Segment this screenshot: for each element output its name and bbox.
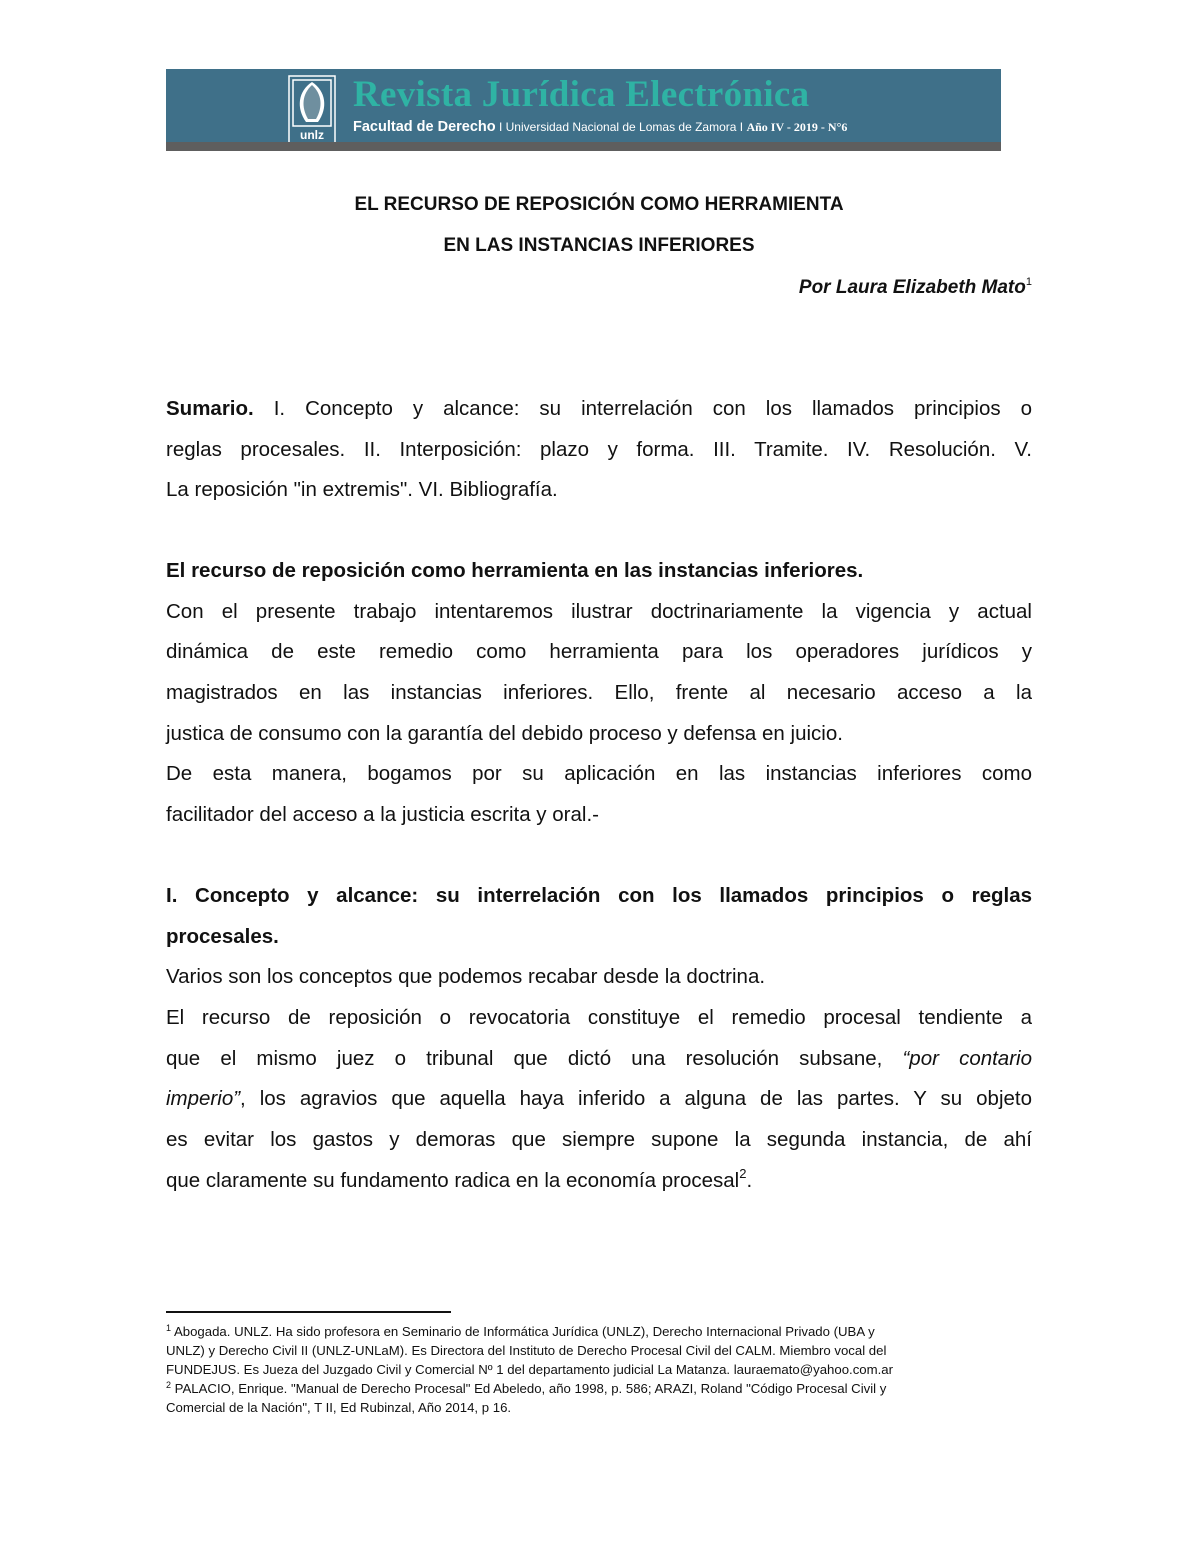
article-title-line-1: EL RECURSO DE REPOSICIÓN COMO HERRAMIENTA — [354, 194, 844, 215]
footnote-2: $^2$ PALACIO, Enrique. "Manual de Derecho Procesal" Ed Abeledo, año 1998, p. 586; ARAZI, Roland "Código Procesal Civil y — [166, 1380, 887, 1396]
separator: I — [736, 120, 747, 134]
footnote-1: $^1$ Abogada. UNLZ. Ha sido profesora en Seminario de Informática Jurídica (UNLZ), Derecho Internacional Privado (UBA y — [166, 1323, 875, 1339]
paragraph-line: que el mismo juez o tribunal que dictó una resolución subsane, “por contario — [166, 1046, 1032, 1070]
paragraph-line: El recurso de reposición o revocatoria constituye el remedio procesal tendiente a — [166, 1006, 1032, 1030]
paragraph-line: justica de consumo con la garantía del debido proceso y defensa en juicio. — [166, 721, 843, 745]
footnote-1-cont: FUNDEJUS. Es Jueza del Juzgado Civil y Comercial Nº 1 del departamento judicial La Matanza. lauraemato@yahoo.com.ar — [166, 1362, 893, 1377]
summary-paragraph — [166, 389, 1032, 511]
latin-phrase: imperio” — [166, 1087, 241, 1111]
paragraph-line: Varios son los conceptos que podemos recabar desde la doctrina. — [166, 965, 766, 989]
footnote-divider — [166, 1311, 451, 1313]
svg-text:unlz: unlz — [300, 128, 324, 142]
university-name: Universidad Nacional de Lomas de Zamora — [505, 120, 737, 134]
section-1-heading: I. Concepto y alcance: su interrelación con los llamados principios o reglas — [166, 884, 1032, 907]
article-title-line-2: EN LAS INSTANCIAS INFERIORES — [443, 235, 755, 256]
intro-section — [166, 551, 1032, 836]
footnote-1-cont: UNLZ) y Derecho Civil II (UNLZ-UNLaM). Es Directora del Instituto de Derecho Procesal Civil del CALM. Miembro vocal del — [166, 1343, 887, 1358]
paragraph-line: dinámica de este remedio como herramienta para los operadores jurídicos y — [166, 640, 1032, 664]
summary-line: reglas procesales. II. Interposición: plazo y forma. III. Tramite. IV. Resolución. V. — [166, 437, 1032, 461]
footnote-ref-2[interactable]: 2 — [739, 1165, 747, 1181]
paragraph-line: imperio”, los agravios que aquella haya inferido a alguna de las partes. Y su objeto — [166, 1087, 1032, 1111]
journal-title: Revista Jurídica Electrónica — [353, 74, 810, 115]
paragraph-line: De esta manera, bogamos por su aplicación en las instancias inferiores como — [166, 762, 1032, 786]
separator: I — [495, 120, 506, 134]
section-1 — [166, 876, 1032, 1202]
paragraph-line: facilitador del acceso a la justicia escrita y oral.- — [166, 803, 599, 827]
summary-line: Sumario. I. Concepto y alcance: su interrelación con los llamados principios o — [166, 397, 1032, 420]
summary-label: Sumario. — [166, 397, 254, 420]
intro-heading: El recurso de reposición como herramienta en las instancias inferiores. — [166, 559, 864, 582]
section-1-heading: procesales. — [166, 924, 279, 948]
latin-phrase: “por contario — [902, 1046, 1032, 1070]
footnote-2-cont: Comercial de la Nación", T II, Ed Rubinzal, Año 2014, p 16. — [166, 1400, 512, 1415]
summary-line: La reposición "in extremis". VI. Bibliografía. — [166, 478, 558, 502]
paragraph-line: que claramente su fundamento radica en la economía procesal$^2$. — [166, 1165, 753, 1192]
paragraph-line: Con el presente trabajo intentaremos ilustrar doctrinariamente la vigencia y actual — [166, 599, 1032, 623]
journal-header-banner — [166, 69, 1001, 151]
footnotes — [166, 1322, 1032, 1417]
issue-info: Año IV - 2019 - N°6 — [746, 120, 848, 134]
paragraph-line: magistrados en las instancias inferiores. Ello, frente al necesario acceso a la — [166, 681, 1032, 705]
unlz-logo — [288, 75, 336, 145]
paragraph-line: es evitar los gastos y demoras que siempre supone la segunda instancia, de ahí — [166, 1128, 1032, 1152]
banner-shadow — [166, 142, 1001, 151]
article-author — [166, 276, 1032, 300]
faculty-name: Facultad de Derecho — [353, 119, 496, 135]
journal-subtitle — [353, 118, 847, 136]
footnote-ref-1[interactable]: 1 — [1025, 276, 1032, 288]
author-name: Por Laura Elizabeth Mato — [798, 277, 1026, 298]
